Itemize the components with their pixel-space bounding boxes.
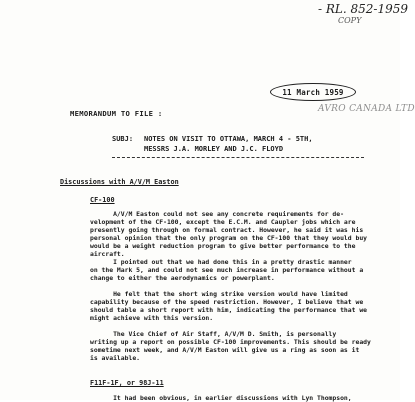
paragraph-line: writing up a report on possible CF-100 improvements. This should be ready: [90, 338, 371, 346]
paragraph-line: It had been obvious, in earlier discussions with Lyn Thompson,: [90, 394, 352, 402]
discussions-heading: Discussions with A/V/M Easton: [60, 178, 179, 186]
paragraph-2: [90, 258, 368, 282]
paragraph-line: would be a weight reduction program to give better performance to the: [90, 242, 356, 250]
paragraph-line: sometime next week, and A/V/M Easton will give us a ring as soon as it: [90, 346, 360, 354]
f11f-heading: F11F-1F, or 98J-11: [90, 379, 164, 387]
company-stamp: AVRO CANADA LTD: [318, 104, 415, 114]
subject-line-2: MESSRS J.A. MORLEY AND J.C. FLOYD: [144, 144, 284, 153]
paragraph-line: aircraft.: [90, 250, 125, 258]
paragraph-line: A/V/M Easton could not see any concrete requirements for de-: [90, 210, 344, 218]
paragraph-line: personal opinion that the only program on the CF-100 that they would buy: [90, 234, 368, 242]
paragraph-line: change to either the aerodynamics or powerplant.: [90, 274, 275, 282]
paragraph-line: on the Mark 5, and could not see much increase in performance without a: [90, 266, 364, 274]
subject-line-1: [112, 135, 313, 145]
paragraph-line: The Vice Chief of Air Staff, A/V/M D. Smith, is personally: [90, 330, 337, 338]
handwritten-reference-number: - RL. 852-1959: [318, 2, 408, 16]
paragraph-4: [90, 330, 371, 362]
subject-text-1: NOTES ON VISIT TO OTTAWA, MARCH 4 - 5TH,: [144, 135, 313, 143]
paragraph-line: capability because of the speed restriction. However, I believe that we: [90, 298, 364, 306]
date-text: 11 March 1959: [282, 87, 344, 97]
cf100-heading: CF-100: [90, 196, 115, 204]
paragraph-line: is available.: [90, 354, 141, 362]
paragraph-line: velopment of the CF-100, except the E.C.M. and Caupler jobs which are: [90, 218, 356, 226]
handwritten-copy-mark: COPY: [338, 16, 362, 25]
paragraph-line: I pointed out that we had done this in a pretty drastic manner: [90, 258, 352, 266]
memo-title: MEMORANDUM TO FILE :: [70, 109, 163, 118]
paragraph-3: [90, 290, 368, 322]
subject-divider: [112, 157, 364, 158]
paragraph-line: should table a short report with him, indicating the performance that we: [90, 306, 368, 314]
date-stamp: [270, 83, 356, 101]
paragraph-line: might achieve with this version.: [90, 314, 214, 322]
paragraph-1: [90, 210, 368, 258]
paragraph-5: [90, 394, 368, 402]
paragraph-line: He felt that the short wing strike version would have limited: [90, 290, 348, 298]
subject-label: SUBJ:: [112, 135, 134, 143]
paragraph-line: presently going through on formal contract. However, he said it was his: [90, 226, 364, 234]
subject-block: [112, 135, 313, 154]
